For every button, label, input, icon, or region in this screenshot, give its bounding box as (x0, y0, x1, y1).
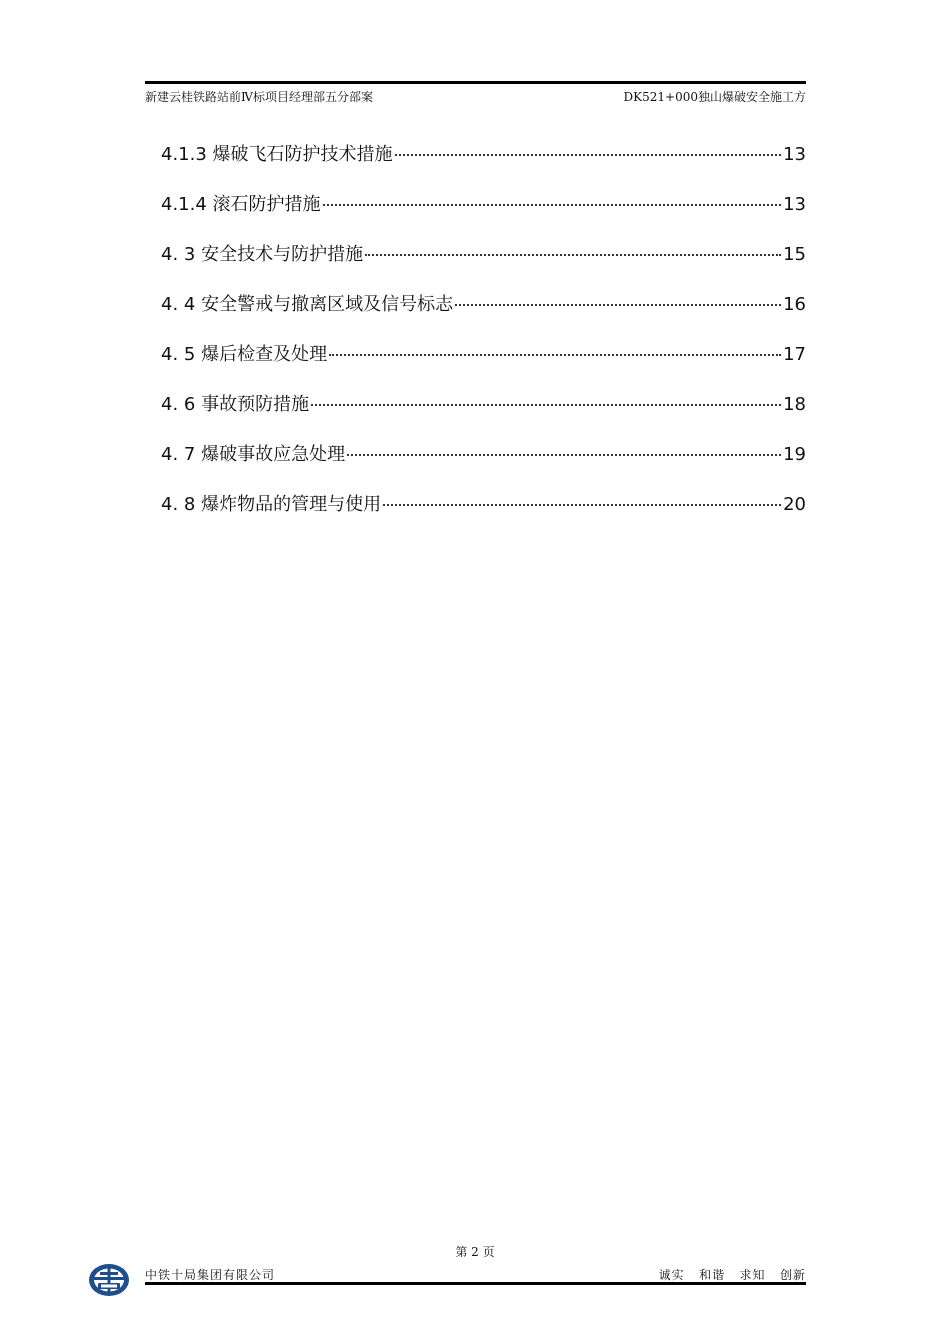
toc-entry-title: 4.1.3 爆破飞石防护技术措施 (161, 144, 393, 165)
toc-dot-leader (323, 204, 782, 206)
toc-entry-title: 4. 6 事故预防措施 (161, 394, 310, 415)
toc-entry-page: 20 (783, 494, 806, 515)
toc-entry-title: 4. 4 安全警戒与撤离区域及信号标志 (161, 294, 454, 315)
toc-dot-leader (383, 504, 781, 506)
toc-entry-page: 18 (783, 394, 806, 415)
footer-rule (145, 1282, 806, 1285)
toc-dot-leader (395, 154, 782, 156)
toc-entry-page: 13 (783, 144, 806, 165)
toc-entry[interactable] (161, 140, 806, 190)
toc-entry-title: 4. 8 爆炸物品的管理与使用 (161, 494, 382, 515)
toc-dot-leader (311, 404, 781, 406)
toc-entry-page: 13 (783, 194, 806, 215)
toc-entry-title: 4. 3 安全技术与防护措施 (161, 244, 364, 265)
toc-entry-page: 19 (783, 444, 806, 465)
toc-entry[interactable] (161, 440, 806, 490)
toc-entry-page: 16 (783, 294, 806, 315)
page-number: 第 2 页 (455, 1245, 495, 1259)
header-rule (145, 81, 806, 84)
footer-company-name: 中铁十局集团有限公司 (145, 1268, 276, 1282)
toc-dot-leader (347, 454, 781, 456)
toc-entry[interactable] (161, 290, 806, 340)
toc-entry-page: 17 (783, 344, 806, 365)
toc-entry[interactable] (161, 190, 806, 240)
toc-entry-title: 4.1.4 滚石防护措施 (161, 194, 321, 215)
table-of-contents (161, 140, 806, 540)
crec-logo-icon (88, 1263, 130, 1297)
toc-entry-page: 15 (783, 244, 806, 265)
footer-motto: 诚实 和谐 求知 创新 (658, 1268, 806, 1282)
toc-entry[interactable] (161, 340, 806, 390)
header-document-title: DK521+000独山爆破安全施工方 (623, 90, 806, 104)
toc-entry-title: 4. 7 爆破事故应急处理 (161, 444, 346, 465)
toc-entry[interactable] (161, 240, 806, 290)
toc-entry[interactable] (161, 490, 806, 540)
toc-entry[interactable] (161, 390, 806, 440)
toc-dot-leader (365, 254, 781, 256)
header-project-title: 新建云桂铁路站前Ⅳ标项目经理部五分部案 (145, 90, 373, 104)
toc-dot-leader (329, 354, 781, 356)
toc-dot-leader (455, 304, 781, 306)
toc-entry-title: 4. 5 爆后检查及处理 (161, 344, 328, 365)
